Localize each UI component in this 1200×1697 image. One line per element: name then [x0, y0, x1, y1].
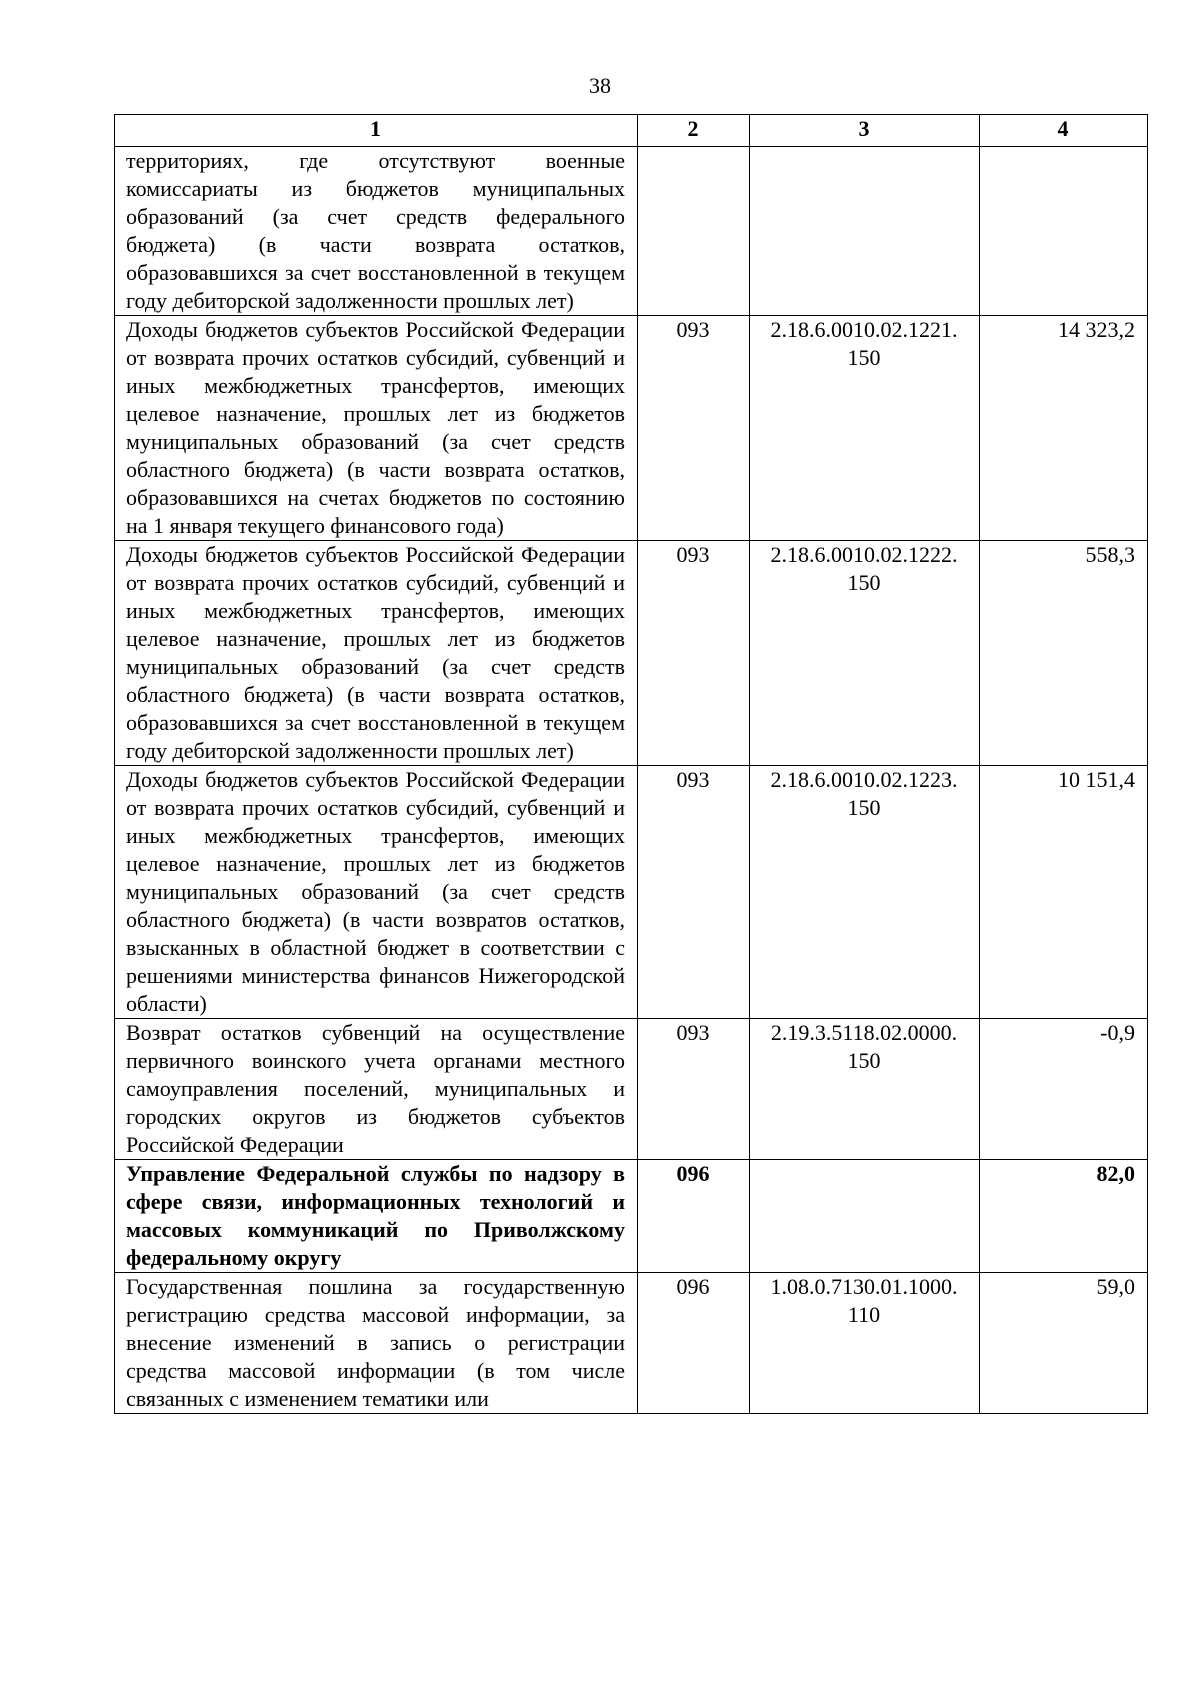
row-description: Управление Федеральной службы по надзору в сфере связи, информационных технологий и массовых коммуникаций по Приволжскому федеральному округу — [115, 1160, 638, 1273]
row-description: территориях, где отсутствуют военные комиссариаты из бюджетов муниципальных образований (за счет средств федерального бюджета) (в части возврата остатков, образовавшихся за счет восстановленной в текущем году дебиторской задолженности прошлых лет) — [115, 147, 638, 316]
row-amount: 59,0 — [980, 1273, 1148, 1414]
row-admin-code: 093 — [638, 766, 750, 1019]
row-classification-code: 2.18.6.0010.02.1221. 150 — [750, 316, 980, 541]
header-col-2: 2 — [638, 115, 750, 147]
table-body — [115, 147, 1148, 1414]
row-classification-code — [750, 147, 980, 316]
row-classification-code: 2.18.6.0010.02.1222. 150 — [750, 541, 980, 766]
row-classification-code: 1.08.0.7130.01.1000. 110 — [750, 1273, 980, 1414]
row-description: Доходы бюджетов субъектов Российской Федерации от возврата прочих остатков субсидий, субвенций и иных межбюджетных трансфертов, имеющих целевое назначение, прошлых лет из бюджетов муниципальных образований (за счет средств областного бюджета) (в части возврата остатков, образовавшихся на счетах бюджетов по состоянию на 1 января текущего финансового года) — [115, 316, 638, 541]
row-admin-code: 093 — [638, 316, 750, 541]
table-row — [115, 1019, 1148, 1160]
row-description: Возврат остатков субвенций на осуществление первичного воинского учета органами местного самоуправления поселений, муниципальных и городских округов из бюджетов субъектов Российской Федерации — [115, 1019, 638, 1160]
table-row — [115, 316, 1148, 541]
row-amount: 82,0 — [980, 1160, 1148, 1273]
budget-table — [114, 114, 1148, 1414]
row-amount — [980, 147, 1148, 316]
table-header — [115, 115, 1148, 147]
header-col-3: 3 — [750, 115, 980, 147]
header-col-4: 4 — [980, 115, 1148, 147]
row-admin-code: 093 — [638, 1019, 750, 1160]
row-classification-code: 2.18.6.0010.02.1223. 150 — [750, 766, 980, 1019]
table-row — [115, 147, 1148, 316]
row-amount: 14 323,2 — [980, 316, 1148, 541]
row-admin-code: 096 — [638, 1273, 750, 1414]
table-row — [115, 541, 1148, 766]
table-row — [115, 1273, 1148, 1414]
row-admin-code: 093 — [638, 541, 750, 766]
row-description: Доходы бюджетов субъектов Российской Федерации от возврата прочих остатков субсидий, субвенций и иных межбюджетных трансфертов, имеющих целевое назначение, прошлых лет из бюджетов муниципальных образований (за счет средств областного бюджета) (в части возвратов остатков, взысканных в областной бюджет в соответствии с решениями министерства финансов Нижегородской области) — [115, 766, 638, 1019]
page-number: 38 — [589, 73, 611, 98]
row-admin-code — [638, 147, 750, 316]
row-amount: 558,3 — [980, 541, 1148, 766]
row-classification-code — [750, 1160, 980, 1273]
row-description: Государственная пошлина за государственную регистрацию средства массовой информации, за внесение изменений в запись о регистрации средства массовой информации (в том числе связанных с изменением тематики или — [115, 1273, 638, 1414]
row-amount: -0,9 — [980, 1019, 1148, 1160]
row-amount: 10 151,4 — [980, 766, 1148, 1019]
row-admin-code: 096 — [638, 1160, 750, 1273]
table-row — [115, 1160, 1148, 1273]
row-description: Доходы бюджетов субъектов Российской Федерации от возврата прочих остатков субсидий, субвенций и иных межбюджетных трансфертов, имеющих целевое назначение, прошлых лет из бюджетов муниципальных образований (за счет средств областного бюджета) (в части возврата остатков, образовавшихся за счет восстановленной в текущем году дебиторской задолженности прошлых лет) — [115, 541, 638, 766]
header-row — [115, 115, 1148, 147]
table-row — [115, 766, 1148, 1019]
row-classification-code: 2.19.3.5118.02.0000. 150 — [750, 1019, 980, 1160]
header-col-1: 1 — [115, 115, 638, 147]
